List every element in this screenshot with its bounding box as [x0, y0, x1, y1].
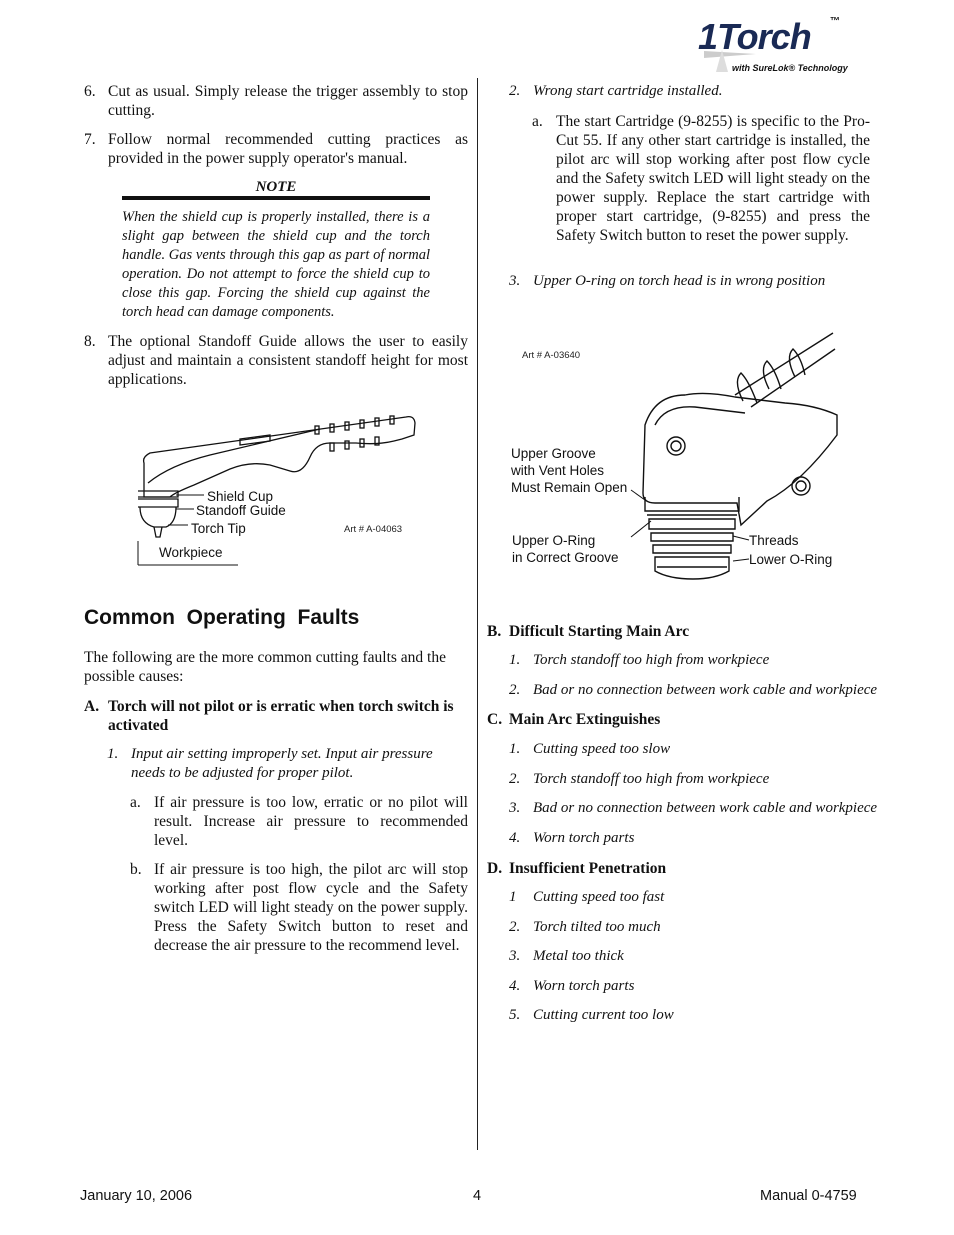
item-text: Metal too thick [533, 948, 624, 964]
fault-d [487, 859, 871, 878]
fault-a-item-3 [509, 272, 870, 291]
art-number: Art # A-03640 [522, 350, 581, 361]
label-threads: Threads [749, 533, 799, 548]
list-item [509, 888, 874, 907]
item-text: Worn torch parts [533, 830, 635, 846]
item-text: Worn torch parts [533, 978, 635, 994]
item-text: Cut as usual. Simply release the trigger assembly to stop cutting. [108, 83, 468, 119]
list-item [509, 740, 874, 759]
item-number: 4. [509, 830, 521, 846]
label-shield-cup: Shield Cup [207, 489, 274, 504]
column-divider [477, 78, 478, 1150]
item-number: 3. [509, 948, 521, 964]
item-number: 2. [509, 919, 521, 935]
fault-c [487, 710, 871, 729]
fault-a [84, 697, 468, 735]
fault-a-item-2a [532, 112, 870, 245]
label-lower-oring: Lower O-Ring [749, 552, 833, 567]
item-number: 2. [509, 771, 521, 787]
item-letter: a. [130, 794, 141, 811]
item-text: If air pressure is too high, the pilot arc will stop working after post flow cycle and the Safety switch LED will light steady on the power supply. Press the Safety Switch button to reset and decrease the air pressure to the recommend level. [154, 861, 468, 954]
fault-title: Difficult Starting Main Arc [509, 623, 690, 640]
item-text: The start Cartridge (9-8255) is specific to the Pro-Cut 55. If any other start cartridge is installed, the pilot arc will stop working after post flow cycle and the Safety switch LED will light steady on the power supply. Replace the start cartridge with proper start cartridge, (9-8255) and press the Safety Switch button to reset the power supply. [556, 113, 870, 244]
fault-letter: B. [487, 623, 502, 640]
item-text: If air pressure is too low, erratic or no pilot will result. Increase air pressure to recommended level. [154, 794, 468, 849]
label-upper-oring: Upper O-Ring in Correct Groove [512, 533, 619, 565]
item-number: 2. [509, 83, 521, 99]
list-item-8 [84, 332, 468, 389]
brand-logo [696, 14, 876, 76]
list-item [509, 829, 874, 848]
item-number: 5. [509, 1007, 521, 1023]
fault-a-item-1b [130, 860, 468, 955]
list-item-7 [84, 130, 468, 168]
label-workpiece: Workpiece [159, 545, 223, 560]
list-item [509, 1006, 874, 1025]
fault-a-item-1a [130, 793, 468, 850]
label-upper-groove: Upper Groove with Vent Holes Must Remain Open [511, 446, 628, 495]
section-title: Common Operating Faults [84, 606, 360, 629]
item-letter: b. [130, 861, 142, 878]
list-item [509, 681, 878, 700]
item-number: 3. [509, 273, 521, 289]
item-text: The optional Standoff Guide allows the user to easily adjust and maintain a consistent standoff height for most applications. [108, 333, 468, 388]
item-text: Bad or no connection between work cable and workpiece [533, 800, 878, 816]
torch-head-figure [505, 325, 845, 595]
item-text: Torch standoff too high from workpiece [533, 771, 770, 787]
logo-tm: ™ [830, 16, 840, 27]
list-item [509, 947, 874, 966]
list-item [509, 651, 874, 670]
item-number: 1. [509, 741, 521, 757]
item-number: 1 [509, 889, 517, 905]
note-title: NOTE [255, 179, 297, 195]
art-number: Art # A-04063 [344, 524, 403, 535]
fault-title: Insufficient Penetration [509, 860, 667, 877]
item-number: 6. [84, 83, 96, 100]
list-item [509, 977, 874, 996]
item-number: 7. [84, 131, 96, 148]
item-number: 3. [509, 800, 521, 816]
item-text: Input air setting improperly set. Input air pressure needs to be adjusted for proper pilot. [131, 746, 433, 781]
item-text: Torch tilted too much [533, 919, 661, 935]
list-item [509, 799, 878, 818]
item-letter: a. [532, 113, 543, 130]
list-item-6 [84, 82, 468, 120]
item-text: Cutting speed too slow [533, 741, 671, 757]
item-number: 1. [509, 652, 521, 668]
label-torch-tip: Torch Tip [191, 521, 246, 536]
fault-a-item-1 [107, 745, 468, 783]
item-text: Wrong start cartridge installed. [533, 83, 723, 99]
section-intro: The following are the more common cutting faults and the possible causes: [84, 649, 446, 685]
fault-b [487, 622, 871, 641]
list-item [509, 918, 874, 937]
fault-title: Main Arc Extinguishes [509, 711, 661, 728]
item-text: Torch standoff too high from workpiece [533, 652, 770, 668]
fault-letter: A. [84, 698, 100, 715]
item-text: Cutting current too low [533, 1007, 674, 1023]
footer-manual: Manual 0-4759 [760, 1188, 857, 1204]
item-number: 1. [107, 746, 119, 762]
logo-main: 1Torch [698, 16, 811, 57]
fault-title: Torch will not pilot or is erratic when torch switch is activated [108, 698, 454, 734]
item-text: Follow normal recommended cutting practices as provided in the power supply operator's manual. [108, 131, 468, 167]
footer-page-number: 4 [473, 1188, 482, 1204]
item-text: Upper O-ring on torch head is in wrong position [533, 273, 826, 289]
list-item [509, 770, 874, 789]
item-number: 4. [509, 978, 521, 994]
item-number: 2. [509, 682, 521, 698]
item-text: Bad or no connection between work cable and workpiece [533, 682, 878, 698]
torch-figure [130, 405, 430, 575]
logo-sub: with SureLok® Technology [732, 63, 848, 73]
fault-a-item-2 [509, 82, 870, 101]
footer-date: January 10, 2006 [80, 1188, 193, 1204]
label-standoff-guide: Standoff Guide [196, 503, 286, 518]
fault-letter: C. [487, 711, 503, 728]
item-number: 8. [84, 333, 96, 350]
fault-letter: D. [487, 860, 503, 877]
item-text: Cutting speed too fast [533, 889, 665, 905]
note-rule [122, 196, 430, 200]
note-text: When the shield cup is properly installed, there is a slight gap between the shield cup and the torch handle. Gas vents through this gap as part of normal operation. Do not attempt to force the shield cup to close this gap. Forcing the shield cup against the torch head can damage components. [122, 209, 430, 320]
